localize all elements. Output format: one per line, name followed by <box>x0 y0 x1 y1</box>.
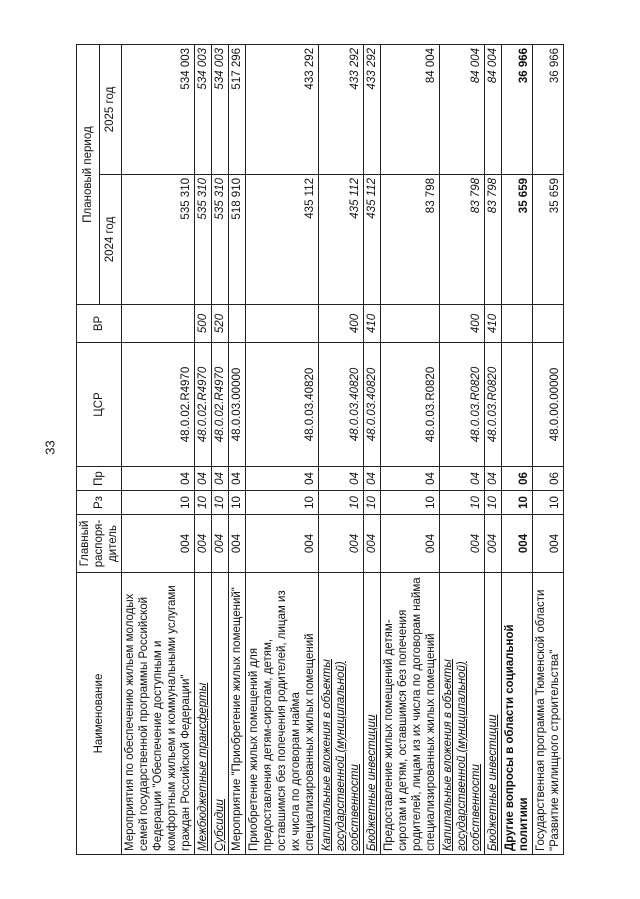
cell-rz: 10 <box>229 491 246 515</box>
cell-y2025: 84 004 <box>485 44 502 174</box>
cell-gr: 004 <box>440 515 485 573</box>
cell-rz: 10 <box>246 491 319 515</box>
cell-name: Приобретение жилых помещений для предоставления детям-сиротам, детям, оставшимся без попечения родителей, лицам из их числа по договорам найма специализированных жилых помещений <box>246 573 319 855</box>
header-2025: 2025 год <box>99 44 122 174</box>
header-rz: Рз <box>77 491 122 515</box>
cell-y2024: 83 798 <box>440 175 485 305</box>
cell-y2025: 433 292 <box>364 44 381 174</box>
table-row <box>246 44 319 854</box>
cell-rz: 10 <box>195 491 212 515</box>
header-period: Плановый период <box>77 44 100 304</box>
cell-rz: 10 <box>485 491 502 515</box>
cell-pr: 04 <box>229 467 246 491</box>
table-body <box>122 44 564 854</box>
cell-csr: 48.0.02.R4970 <box>212 343 229 467</box>
cell-pr: 06 <box>533 467 564 491</box>
cell-rz: 10 <box>364 491 381 515</box>
cell-gr: 004 <box>381 515 440 573</box>
cell-gr: 004 <box>502 515 533 573</box>
cell-rz: 10 <box>440 491 485 515</box>
cell-csr: 48.0.03.40820 <box>246 343 319 467</box>
cell-vr: 500 <box>195 305 212 343</box>
cell-vr <box>502 305 533 343</box>
cell-y2024: 435 112 <box>364 175 381 305</box>
cell-pr: 04 <box>381 467 440 491</box>
cell-pr: 04 <box>364 467 381 491</box>
budget-table-container <box>76 45 564 855</box>
cell-csr: 48.0.03.40820 <box>319 343 364 467</box>
cell-pr: 04 <box>246 467 319 491</box>
cell-pr: 04 <box>440 467 485 491</box>
cell-csr: 48.0.03.R0820 <box>440 343 485 467</box>
cell-y2025: 36 966 <box>533 44 564 174</box>
cell-vr <box>246 305 319 343</box>
cell-vr <box>533 305 564 343</box>
cell-vr: 400 <box>440 305 485 343</box>
cell-y2025: 534 003 <box>122 44 195 174</box>
cell-csr: 48.0.02.R4970 <box>195 343 212 467</box>
cell-pr: 06 <box>502 467 533 491</box>
cell-vr <box>122 305 195 343</box>
cell-name: Капитальные вложения в объекты государственной (муниципальной) собственности <box>440 573 485 855</box>
cell-pr: 04 <box>212 467 229 491</box>
cell-pr: 04 <box>319 467 364 491</box>
cell-y2024: 83 798 <box>485 175 502 305</box>
cell-name: Капитальные вложения в объекты государственной (муниципальной) собственности <box>319 573 364 855</box>
cell-name: Мероприятие "Приобретение жилых помещений" <box>229 573 246 855</box>
table-row <box>381 44 440 854</box>
cell-name: Субсидии <box>212 573 229 855</box>
cell-csr: 48.0.03.R0820 <box>485 343 502 467</box>
cell-name: Другие вопросы в области социальной политики <box>502 573 533 855</box>
cell-rz: 10 <box>502 491 533 515</box>
header-pr: Пр <box>77 467 122 491</box>
table-row <box>122 44 195 854</box>
cell-rz: 10 <box>319 491 364 515</box>
table-row <box>533 44 564 854</box>
cell-rz: 10 <box>533 491 564 515</box>
cell-rz: 10 <box>122 491 195 515</box>
page-number: 33 <box>42 440 58 455</box>
cell-csr: 48.0.03.R0820 <box>381 343 440 467</box>
cell-pr: 04 <box>195 467 212 491</box>
cell-name: Предоставление жилых помещений детям-сиротам и детям, оставшимся без попечения родителей, лицам из их числа по договорам найма специализированных жилых помещений <box>381 573 440 855</box>
cell-y2024: 518 910 <box>229 175 246 305</box>
table-row <box>502 44 533 854</box>
cell-csr: 48.0.00.00000 <box>533 343 564 467</box>
header-name: Наименование <box>77 573 122 855</box>
cell-y2024: 535 310 <box>122 175 195 305</box>
cell-gr: 004 <box>122 515 195 573</box>
cell-y2025: 84 004 <box>381 44 440 174</box>
cell-y2024: 83 798 <box>381 175 440 305</box>
cell-gr: 004 <box>319 515 364 573</box>
table-row <box>212 44 229 854</box>
cell-gr: 004 <box>533 515 564 573</box>
header-vr: ВР <box>77 305 122 343</box>
cell-vr: 410 <box>364 305 381 343</box>
cell-y2025: 534 003 <box>212 44 229 174</box>
cell-y2025: 433 292 <box>319 44 364 174</box>
cell-pr: 04 <box>485 467 502 491</box>
cell-vr <box>381 305 440 343</box>
table-row <box>319 44 364 854</box>
cell-rz: 10 <box>381 491 440 515</box>
table-row <box>440 44 485 854</box>
cell-y2024: 35 659 <box>533 175 564 305</box>
table-row <box>195 44 212 854</box>
cell-gr: 004 <box>246 515 319 573</box>
table-row <box>364 44 381 854</box>
cell-vr <box>229 305 246 343</box>
budget-table <box>76 44 564 855</box>
table-row <box>485 44 502 854</box>
cell-name: Бюджетные инвестиции <box>485 573 502 855</box>
cell-vr: 400 <box>319 305 364 343</box>
cell-vr: 410 <box>485 305 502 343</box>
cell-rz: 10 <box>212 491 229 515</box>
cell-y2024: 35 659 <box>502 175 533 305</box>
cell-gr: 004 <box>364 515 381 573</box>
table-row <box>229 44 246 854</box>
cell-csr: 48.0.03.00000 <box>229 343 246 467</box>
cell-gr: 004 <box>195 515 212 573</box>
cell-csr: 48.0.02.R4970 <box>122 343 195 467</box>
cell-gr: 004 <box>212 515 229 573</box>
cell-name: Государственная программа Тюменской области "Развитие жилищного строительства" <box>533 573 564 855</box>
cell-y2025: 534 003 <box>195 44 212 174</box>
cell-name: Бюджетные инвестиции <box>364 573 381 855</box>
cell-csr <box>502 343 533 467</box>
cell-y2024: 535 310 <box>195 175 212 305</box>
cell-name: Межбюджетные трансферты <box>195 573 212 855</box>
cell-y2024: 435 112 <box>319 175 364 305</box>
cell-gr: 004 <box>485 515 502 573</box>
cell-gr: 004 <box>229 515 246 573</box>
header-2024: 2024 год <box>99 175 122 305</box>
cell-csr: 48.0.03.40820 <box>364 343 381 467</box>
cell-y2024: 435 112 <box>246 175 319 305</box>
cell-y2025: 84 004 <box>440 44 485 174</box>
cell-y2025: 433 292 <box>246 44 319 174</box>
header-csr: ЦСР <box>77 343 122 467</box>
cell-vr: 520 <box>212 305 229 343</box>
cell-y2025: 36 966 <box>502 44 533 174</box>
cell-pr: 04 <box>122 467 195 491</box>
header-glavny: Главный распоря-дитель <box>77 515 122 573</box>
cell-name: Мероприятия по обеспечению жильем молодых семей государственной программы Российской Федерации "Обеспечение доступным и комфортным жильем и коммунальными услугами граждан Российской Федерации" <box>122 573 195 855</box>
cell-y2025: 517 296 <box>229 44 246 174</box>
cell-y2024: 535 310 <box>212 175 229 305</box>
